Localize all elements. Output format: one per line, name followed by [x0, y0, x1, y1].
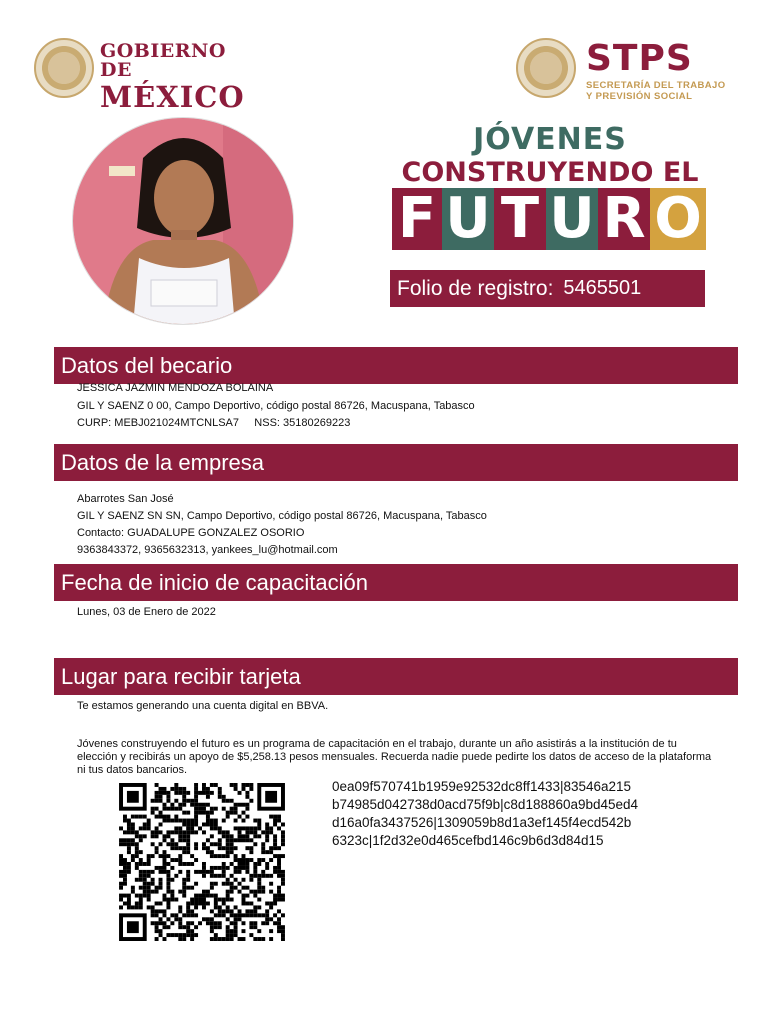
- signature-line: d16a0fa3437526|1309059b8d1a3ef145f4ecd542b: [332, 815, 632, 830]
- becario-name: JESSICA JAZMIN MENDOZA BOLAINA: [77, 382, 274, 394]
- empresa-address: GIL Y SAENZ SN SN, Campo Deportivo, código postal 86726, Macuspana, Tabasco: [77, 510, 487, 522]
- futuro-letter: U: [546, 188, 598, 250]
- empresa-phones: 9363843372, 9365632313, yankees_lu@hotmail.com: [77, 544, 338, 556]
- signature-line: b74985d042738d0acd75f9b|c8d188860a9bd45ed4: [332, 797, 639, 812]
- coat-of-arms-icon: [34, 38, 94, 98]
- stps-logo: [516, 38, 746, 102]
- folio-box: [390, 270, 705, 307]
- section-becario-header: Datos del becario: [54, 347, 738, 384]
- futuro-letter: O: [650, 188, 706, 250]
- gobierno-de-mexico-logo: [34, 38, 254, 114]
- futuro-letter: R: [598, 188, 650, 250]
- folio-value: 5465501: [563, 277, 642, 299]
- folio-label: Folio de registro:: [397, 276, 554, 300]
- empresa-name: Abarrotes San José: [77, 493, 174, 505]
- section-fecha-header: Fecha de inicio de capacitación: [54, 564, 738, 601]
- person-photo-icon: [73, 118, 294, 325]
- futuro-wordmark: [392, 188, 706, 250]
- coat-of-arms-icon: [516, 38, 576, 98]
- program-description: Jóvenes construyendo el futuro es un programa de capacitación en el trabajo, durante un año asistirás a la institución de tu elección y recibirás un apoyo de $5,258.13 pesos mensuales. Recuerda nadie puede pedirte los datos de acceso de la plataforma ni tus datos bancarios.: [77, 738, 712, 776]
- gob-title-line2: MÉXICO: [100, 80, 245, 114]
- section-empresa-header: Datos de la empresa: [54, 444, 738, 481]
- empresa-contact: Contacto: GUADALUPE GONZALEZ OSORIO: [77, 527, 305, 539]
- qr-code-icon: [118, 783, 286, 941]
- jovenes-construyendo-logo: [390, 122, 710, 188]
- program-title-line1: JÓVENES: [473, 122, 627, 157]
- bank-text: Te estamos generando una cuenta digital en BBVA.: [77, 700, 329, 712]
- program-title-line2: CONSTRUYENDO EL: [401, 157, 699, 188]
- stps-title: STPS: [586, 38, 693, 79]
- signature-line: 0ea09f570741b1959e92532dc8ff1433|83546a215: [332, 779, 632, 794]
- becario-address: GIL Y SAENZ 0 00, Campo Deportivo, código postal 86726, Macuspana, Tabasco: [77, 400, 475, 412]
- becario-photo: [72, 117, 294, 325]
- signature-line: 6323c|1f2d32e0d465cefbd146c9b6d3d84d15: [332, 833, 604, 848]
- futuro-letter: T: [494, 188, 546, 250]
- stps-subtitle-line1: SECRETARÍA DEL TRABAJO: [586, 80, 726, 91]
- stps-subtitle-line2: Y PREVISIÓN SOCIAL: [586, 91, 693, 103]
- futuro-letter: U: [442, 188, 494, 250]
- gob-title-line1: GOBIERNO DE: [100, 40, 226, 81]
- fecha-value: Lunes, 03 de Enero de 2022: [77, 606, 216, 618]
- section-lugar-header: Lugar para recibir tarjeta: [54, 658, 738, 695]
- futuro-letter: F: [392, 188, 442, 250]
- digital-signature: [332, 778, 672, 850]
- becario-curp-nss: CURP: MEBJ021024MTCNLSA7 NSS: 35180269223: [77, 417, 351, 429]
